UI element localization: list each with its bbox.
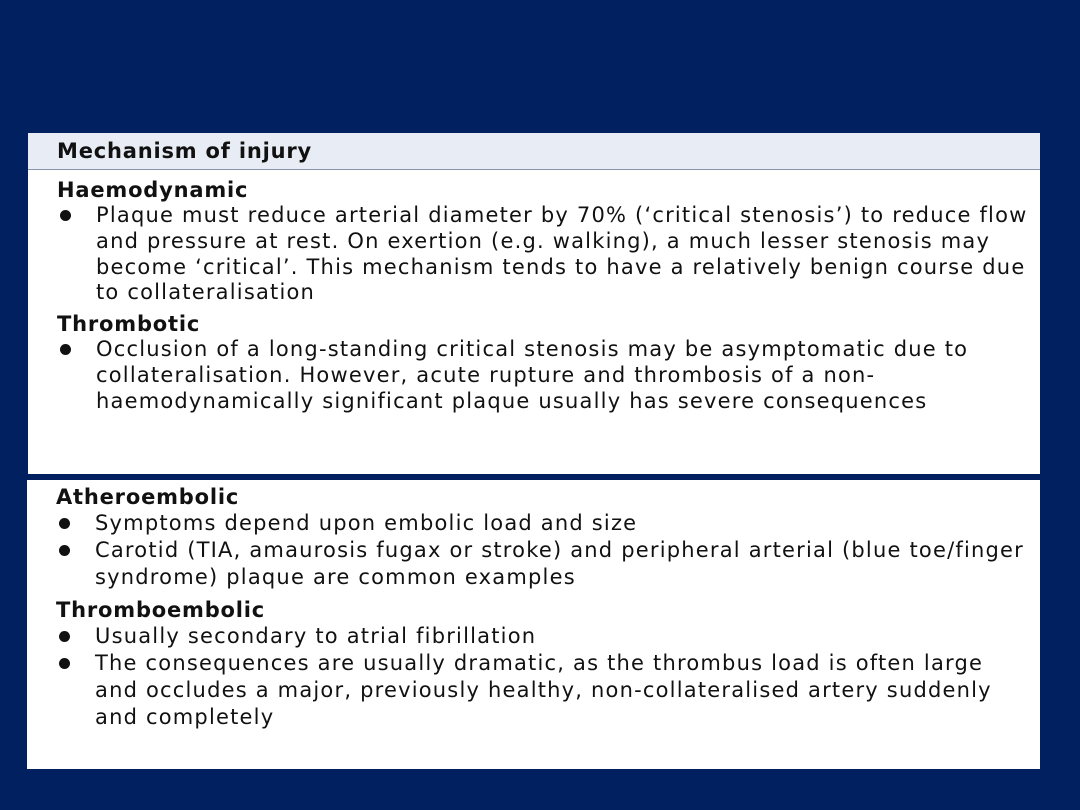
list-item <box>56 510 1028 537</box>
table-panel-top <box>28 133 1040 474</box>
bullet-icon <box>60 344 71 355</box>
list-item <box>56 650 1028 731</box>
list-item-text: Symptoms depend upon embolic load and size <box>95 511 638 535</box>
list-item-text: The consequences are usually dramatic, as the thrombus load is often large and occludes a major, previously healthy, non-collateralised artery suddenly and completely <box>95 651 992 729</box>
list-item-text: Carotid (TIA, amaurosis fugax or stroke) and peripheral arterial (blue toe/finger syndrome) plaque are common examples <box>95 538 1024 589</box>
bullet-icon <box>60 210 71 221</box>
section-thrombotic <box>28 311 1040 414</box>
section-title: Thrombotic <box>57 312 201 337</box>
section-haemodynamic <box>28 177 1040 306</box>
list-item-text: Usually secondary to atrial fibrillation <box>95 624 537 648</box>
list-item <box>57 337 1028 414</box>
list-item-text: Plaque must reduce arterial diameter by 70% (‘critical stenosis’) to reduce flow and pressure at rest. On exertion (e.g. walking), a much lesser stenosis may become ‘critical’. This mechanism tends to have a relatively benign course due to collateralisation <box>96 203 1028 305</box>
bullet-icon <box>59 518 70 529</box>
bullet-icon <box>59 658 70 669</box>
bullet-icon <box>59 631 70 642</box>
list-item <box>56 623 1028 650</box>
section-title: Haemodynamic <box>57 178 249 202</box>
table-header: Mechanism of injury <box>28 133 1040 170</box>
list-item <box>57 203 1028 306</box>
section-thromboembolic <box>27 597 1040 731</box>
section-title: Thromboembolic <box>56 598 266 622</box>
section-title: Atheroembolic <box>56 485 240 509</box>
list-item-text: Occlusion of a long-standing critical stenosis may be asymptomatic due to collateralisation. However, acute rupture and thrombosis of a non-haemodynamically significant plaque usually has severe consequences <box>96 337 969 413</box>
table-panel-bottom <box>27 480 1040 769</box>
section-atheroembolic <box>27 484 1040 591</box>
bullet-icon <box>59 545 70 556</box>
list-item <box>56 537 1028 591</box>
